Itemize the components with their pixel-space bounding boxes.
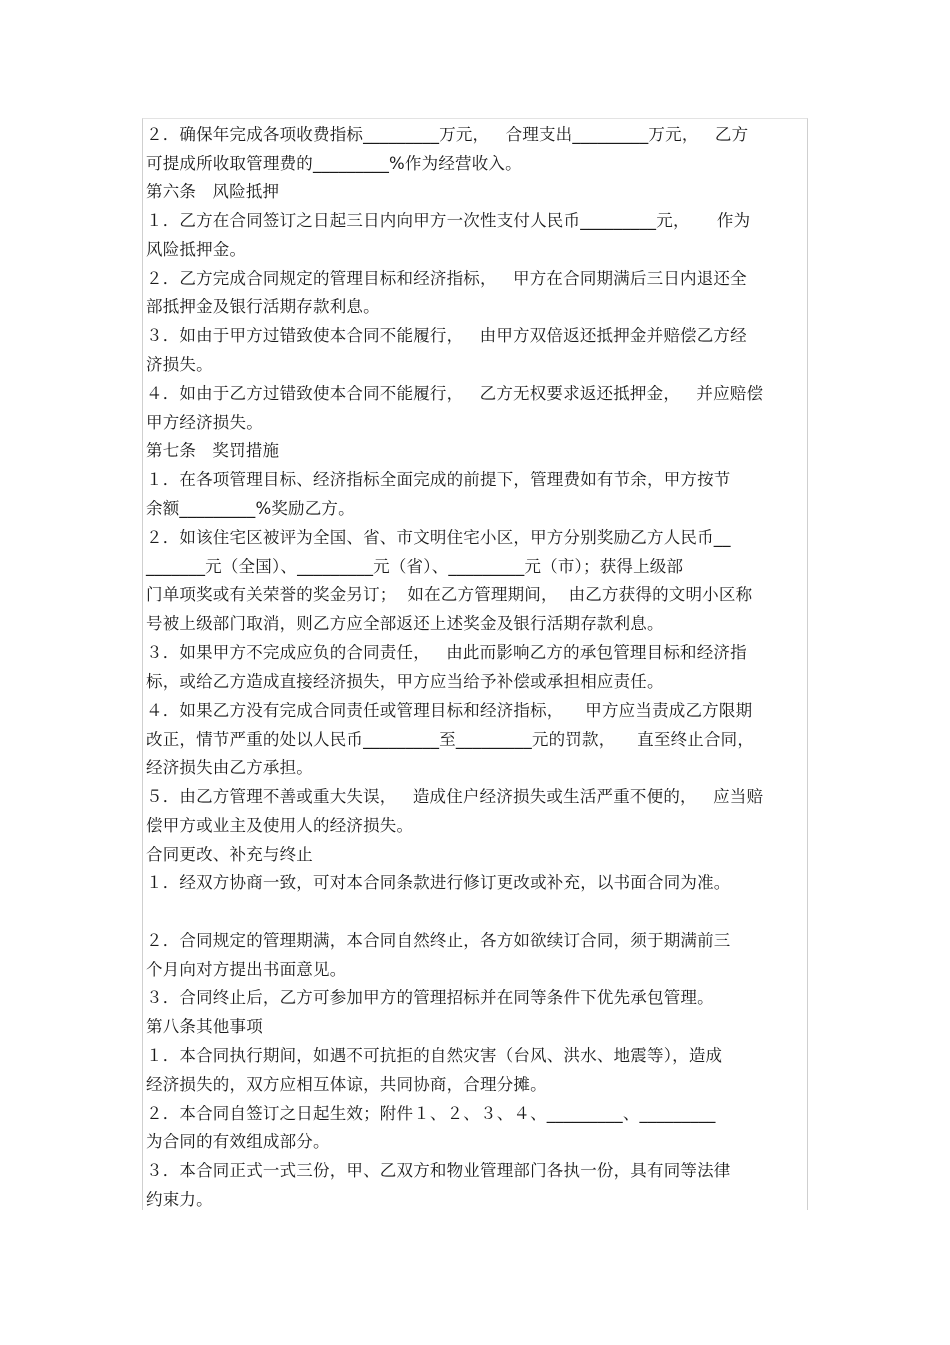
text-line: １．经双方协商一致，可对本合同条款进行修订更改或补充，以书面合同为准。 [146, 873, 731, 892]
section-heading: 第八条其他事项 [146, 1017, 263, 1036]
text-line: 风险抵押金。 [146, 240, 247, 259]
text-line: 可提成所收取管理费的_________%作为经营收入。 [146, 154, 522, 173]
text-line: ２．本合同自签订之日起生效；附件１、２、３、４、_________、_________ [146, 1104, 716, 1123]
text-line: ２．确保年完成各项收费指标_________万元， 合理支出_________万元， 乙方 [146, 125, 749, 144]
text-line: １．在各项管理目标、经济指标全面完成的前提下，管理费如有节余，甲方按节 [146, 470, 731, 489]
text-line: 约束力。 [146, 1190, 213, 1209]
text-line: ３．本合同正式一式三份，甲、乙双方和物业管理部门各执一份，具有同等法律 [146, 1161, 731, 1180]
text-line: ２．如该住宅区被评为全国、省、市文明住宅小区，甲方分别奖励乙方人民币__ [146, 528, 731, 547]
text-line: ２．乙方完成合同规定的管理目标和经济指标， 甲方在合同期满后三日内退还全 [146, 269, 747, 288]
text-line: ３．如果甲方不完成应负的合同责任， 由此而影响乙方的承包管理目标和经济指 [146, 643, 747, 662]
text-line: １．本合同执行期间，如遇不可抗拒的自然灾害（台风、洪水、地震等），造成 [146, 1046, 723, 1065]
text-line: １．乙方在合同签订之日起三日内向甲方一次性支付人民币_________元， 作为 [146, 211, 751, 230]
text-line: ２．合同规定的管理期满，本合同自然终止，各方如欲续订合同，须于期满前三 [146, 931, 731, 950]
text-line: ４．如由于乙方过错致使本合同不能履行， 乙方无权要求返还抵押金， 并应赔偿 [146, 384, 764, 403]
text-line: _______元（全国）、_________元（省）、_________元（市）；获得上级部 [146, 557, 684, 576]
section-heading: 第七条 奖罚措施 [146, 441, 280, 460]
section-heading: 第六条 风险抵押 [146, 182, 280, 201]
text-line: 部抵押金及银行活期存款利息。 [146, 297, 380, 316]
text-line: 个月向对方提出书面意见。 [146, 960, 347, 979]
text-line: 济损失。 [146, 355, 213, 374]
text-line: 余额_________%奖励乙方。 [146, 499, 355, 518]
text-line: 号被上级部门取消，则乙方应全部返还上述奖金及银行活期存款利息。 [146, 614, 664, 633]
text-line: 偿甲方或业主及使用人的经济损失。 [146, 816, 414, 835]
text-line: ３．合同终止后，乙方可参加甲方的管理招标并在同等条件下优先承包管理。 [146, 988, 714, 1007]
section-heading: 合同更改、补充与终止 [146, 845, 313, 864]
text-line: 甲方经济损失。 [146, 413, 263, 432]
text-line: 经济损失的，双方应相互体谅，共同协商，合理分摊。 [146, 1075, 547, 1094]
text-line: 为合同的有效组成部分。 [146, 1132, 330, 1151]
text-line: ５．由乙方管理不善或重大失误， 造成住户经济损失或生活严重不便的， 应当赔 [146, 787, 764, 806]
text-line: 改正，情节严重的处以人民币_________至_________元的罚款， 直至终止合同， [146, 730, 755, 749]
text-line: ４．如果乙方没有完成合同责任或管理目标和经济指标， 甲方应当责成乙方限期 [146, 701, 753, 720]
text-line: ３．如由于甲方过错致使本合同不能履行， 由甲方双倍返还抵押金并赔偿乙方经 [146, 326, 747, 345]
text-line: 经济损失由乙方承担。 [146, 758, 313, 777]
text-line: 门单项奖或有关荣誉的奖金另订； 如在乙方管理期间， 由乙方获得的文明小区称 [146, 585, 753, 604]
text-line: 标，或给乙方造成直接经济损失，甲方应当给予补偿或承担相应责任。 [146, 672, 664, 691]
